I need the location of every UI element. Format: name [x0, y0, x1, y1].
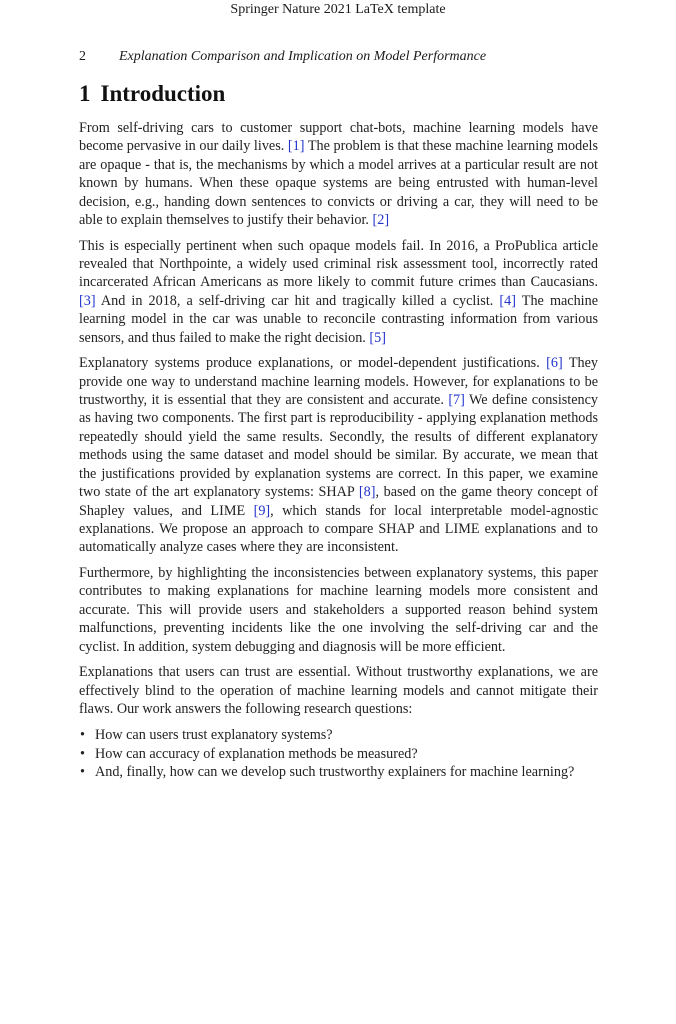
paragraph	[79, 564, 598, 656]
page-number: 2	[79, 49, 86, 64]
paragraph-text: We define consistency as having two components. The first part is reproducibility - applying explanation methods repeatedly should yield the same results. Secondly, the results of different explanatory methods using the same dataset and model should be similar. By accurate, we mean that the justifications provided by explanation systems are correct. In this paper, we examine two state of the art explanatory systems: SHAP	[79, 392, 599, 501]
research-question-item: • How can accuracy of explanation methods be measured?	[79, 745, 598, 763]
citation-link[interactable]: [6]	[546, 355, 563, 372]
section-body	[79, 119, 598, 782]
section-title: Introduction	[100, 81, 226, 106]
citation-link[interactable]: [8]	[358, 484, 376, 501]
citation-link[interactable]: [3]	[79, 292, 96, 309]
template-header: Springer Nature 2021 LaTeX template	[230, 2, 446, 17]
paragraph-text: Explanations that users can trust are essential. Without trustworthy explanations, we are effectively blind to the operation of machine learning models and cannot mitigate their flaws. Our work answers the following research questions:	[79, 664, 598, 717]
paragraph	[79, 119, 598, 229]
paragraph	[79, 663, 598, 718]
section-number: 1	[79, 81, 91, 106]
paragraph-text: From self-driving cars to customer support chat-bots, machine learning models have become pervasive in our daily lives.	[79, 120, 598, 155]
citation-link[interactable]: [7]	[448, 392, 465, 409]
running-title: Explanation Comparison and Implication on Model Performance	[119, 49, 487, 64]
citation-link[interactable]: [5]	[369, 329, 386, 346]
citation-link[interactable]: [1]	[287, 138, 305, 155]
paragraph-text: Furthermore, by highlighting the inconsistencies between explanatory systems, this paper contributes to making explanations for machine learning models more consistent and accurate. This will provide users and stakeholders a supported reason behind system malfunctions, preventing incidents like the one involving the self-driving car and the cyclist. In addition, system debugging and diagnosis will be more efficient.	[79, 564, 598, 655]
citation-link[interactable]: [2]	[372, 212, 390, 229]
paragraph-text: Explanatory systems produce explanations, or model-dependent justifications.	[79, 355, 547, 372]
research-question-item: • How can users trust explanatory systems?	[79, 726, 598, 744]
paragraph	[79, 237, 598, 347]
paragraph-text: This is especially pertinent when such opaque models fail. In 2016, a ProPublica article revealed that Northpointe, a widely used criminal risk assessment tool, incorrectly rated incarcerated African Americans as more likely to commit future crimes than Caucasians.	[79, 237, 598, 291]
paragraph-text: They provide one way to understand machine learning models. However, for explanations to be trustworthy, it is essential that they are consistent and accurate.	[79, 355, 598, 409]
section-heading	[79, 80, 225, 108]
research-questions-list	[79, 726, 598, 781]
paragraph-container	[79, 119, 598, 718]
paragraph-text: And in 2018, a self-driving car hit and tragically killed a cyclist.	[95, 292, 500, 309]
paragraph-text: The problem is that these machine learning models are opaque - that is, the mechanisms by which a model arrives at a particular result are not known by humans. When these opaque systems are being entrusted with human-level decision, e.g., handing down sentences to convicts or driving a car, they will need to be able to explain themselves to justify their behavior.	[79, 138, 598, 229]
citation-link[interactable]: [9]	[253, 502, 271, 519]
page-header-line	[79, 48, 599, 66]
paragraph-text: The machine learning model in the car was unable to reconcile contrasting information from various sensors, and thus failed to make the right decision.	[79, 292, 598, 346]
citation-link[interactable]: [4]	[499, 292, 516, 309]
research-question-item: • And, finally, how can we develop such trustworthy explainers for machine learning?	[79, 763, 598, 781]
paragraph-text: , based on the game theory concept of Shapley values, and LIME	[79, 484, 598, 519]
paragraph	[79, 354, 598, 556]
paragraph-text: , which stands for local interpretable model-agnostic explanations. We propose an approach to compare SHAP and LIME explanations and to automatically analyze cases where they are inconsistent.	[79, 502, 598, 556]
